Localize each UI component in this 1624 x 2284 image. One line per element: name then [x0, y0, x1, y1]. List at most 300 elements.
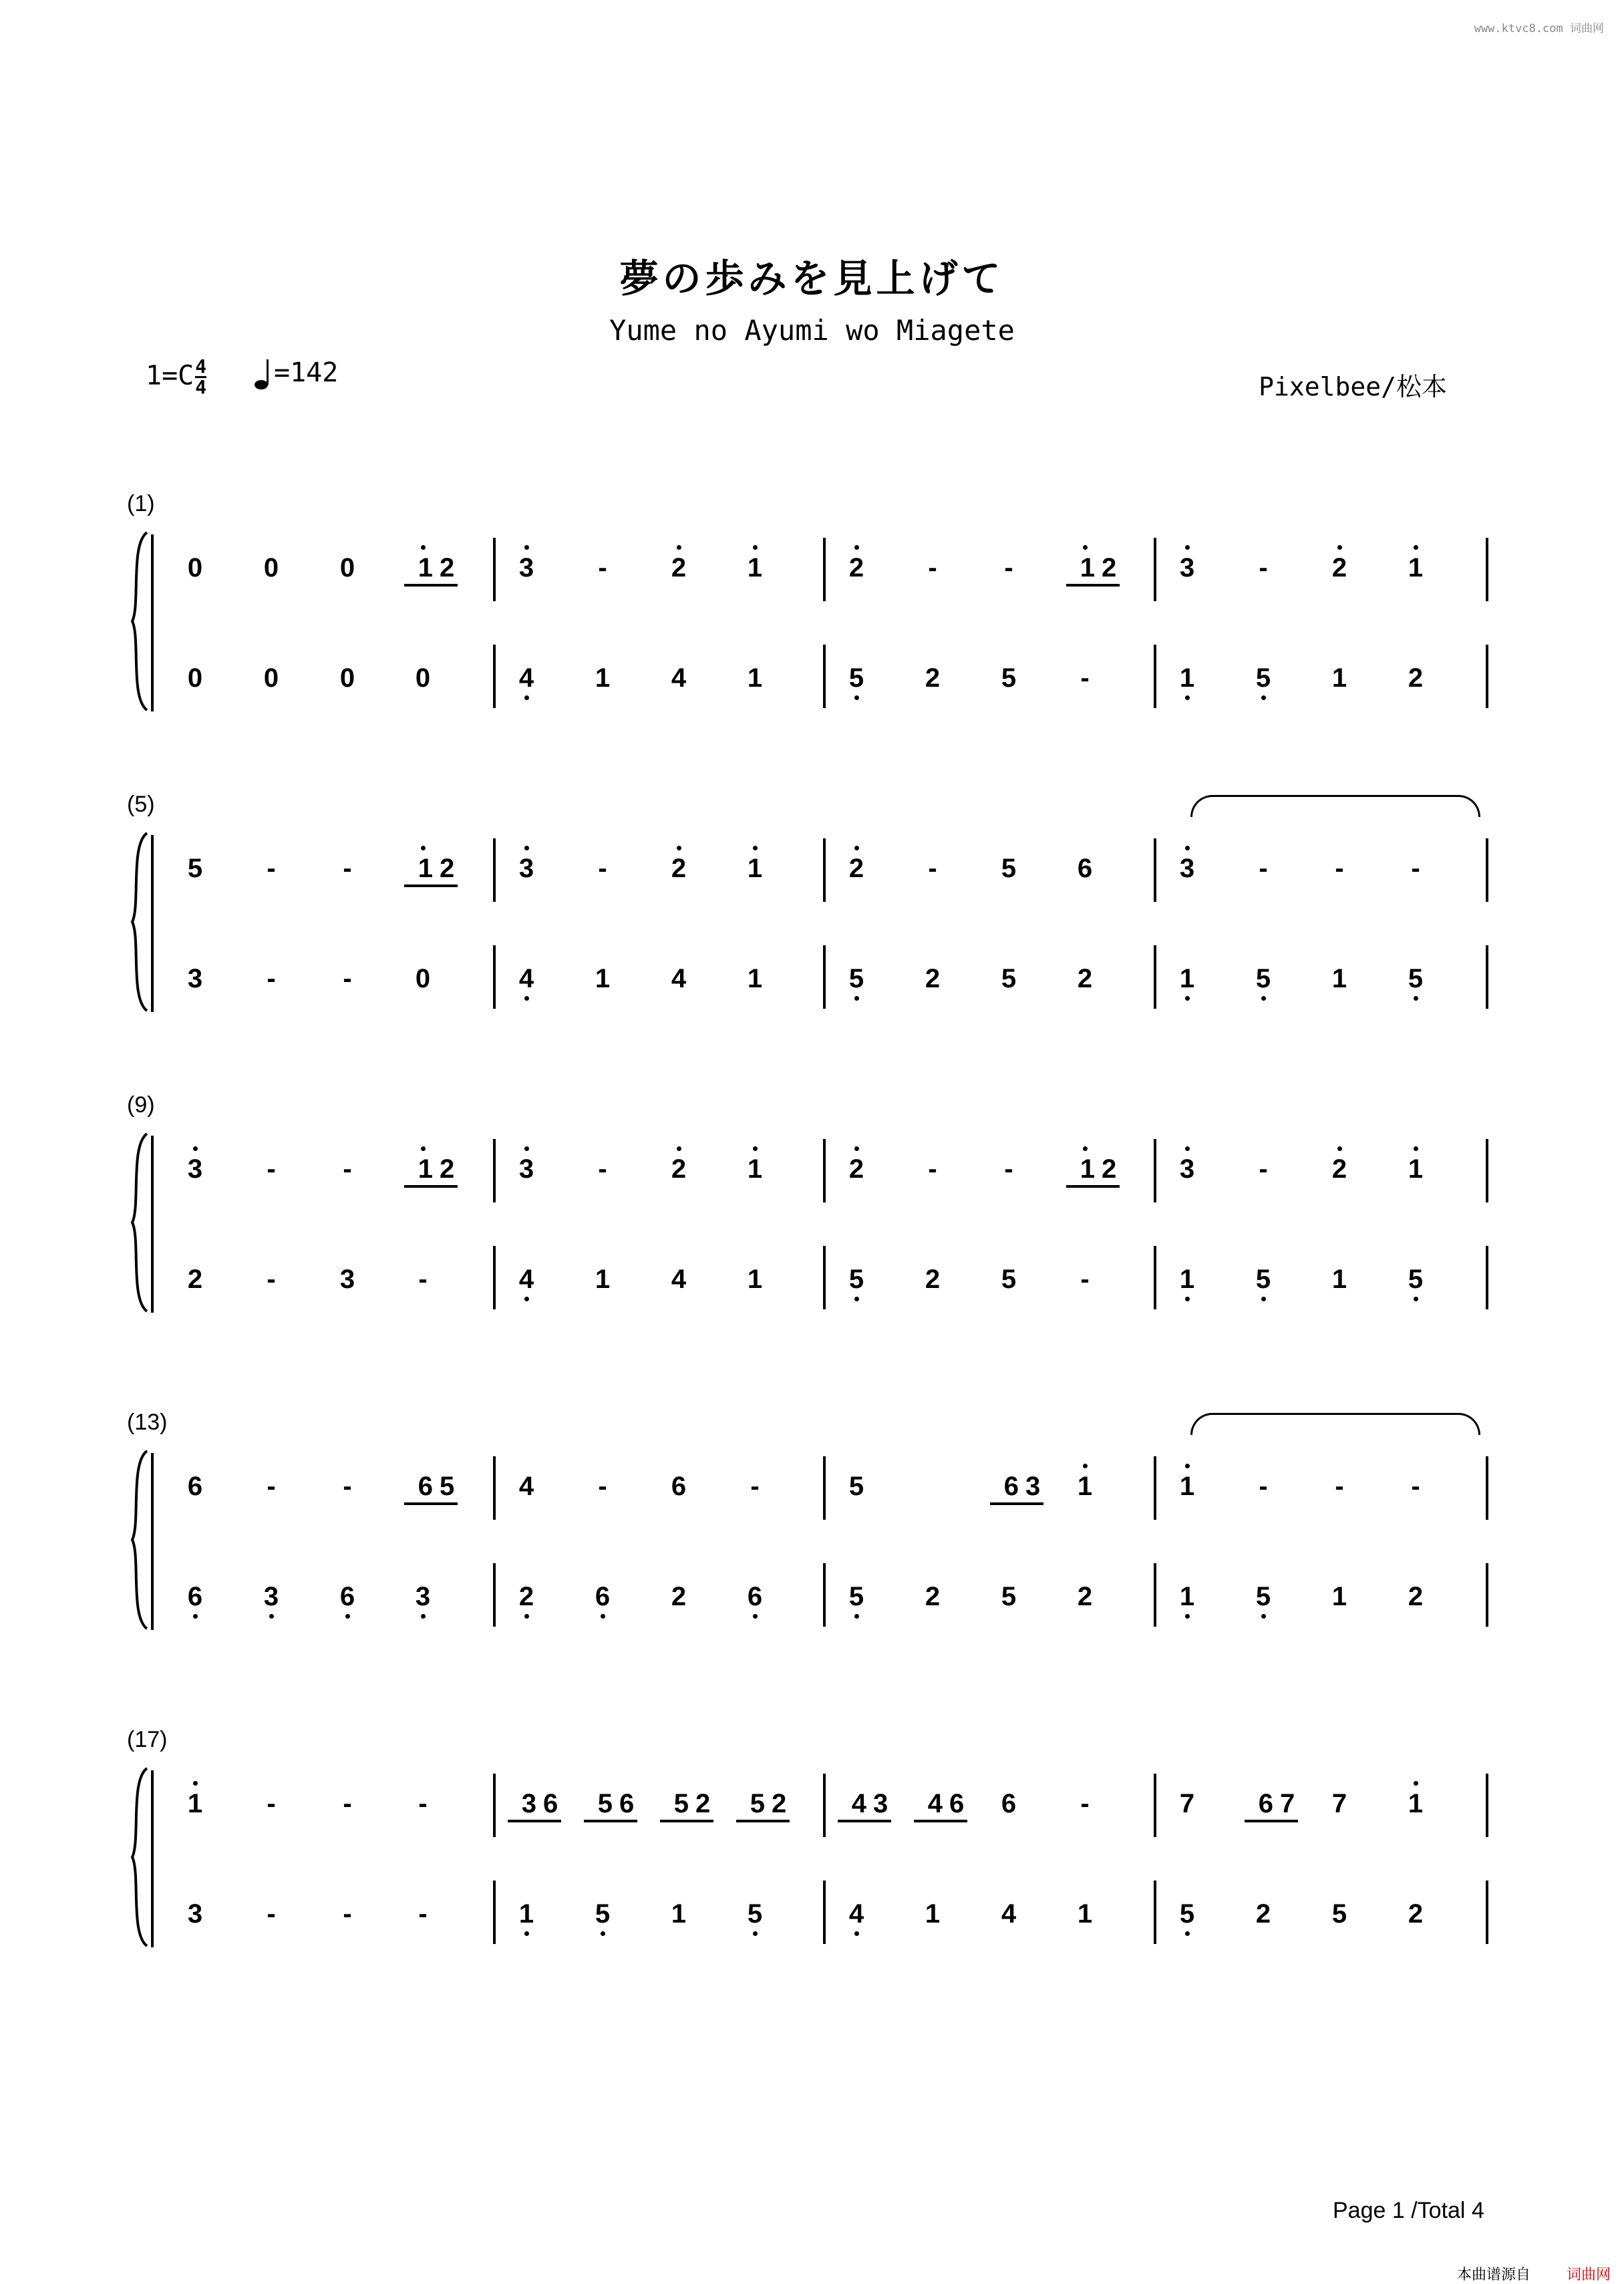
melody-note: 5 [848, 1472, 864, 1501]
barline [1486, 1563, 1488, 1627]
music-system [0, 1092, 1624, 1323]
melody-note: - [1411, 854, 1420, 883]
eighth-underline [1066, 1185, 1120, 1188]
melody-note: 3 [1179, 1154, 1195, 1184]
bass-note: 5 [848, 1265, 864, 1294]
key-signature [146, 357, 206, 397]
bass-note: 4 [671, 964, 687, 993]
bass-note: 2 [925, 1265, 941, 1294]
melody-note: 12 [418, 553, 462, 583]
bass-note: 0 [187, 663, 203, 693]
melody-note: - [267, 854, 276, 883]
melody-note: - [598, 1472, 607, 1501]
time-signature [195, 357, 206, 397]
bass-note: - [267, 1265, 276, 1294]
bass-note: 4 [848, 1899, 864, 1929]
measure-number: (9) [127, 1092, 155, 1118]
octave-high-dot [677, 846, 681, 850]
octave-low-dot [753, 1614, 758, 1619]
melody-note: 3 [187, 1154, 203, 1184]
melody-note: 52 [673, 1789, 717, 1818]
octave-high-dot [1414, 545, 1418, 550]
melody-note: 2 [671, 1154, 687, 1184]
octave-high-dot [677, 545, 681, 550]
octave-low-dot [1185, 1614, 1190, 1619]
barline [493, 1563, 496, 1627]
octave-high-dot [193, 1146, 198, 1151]
barline [1154, 838, 1156, 902]
barline [1486, 1456, 1488, 1520]
melody-note: - [343, 1154, 352, 1184]
octave-high-dot [1083, 1146, 1088, 1151]
bass-note: 2 [1408, 1899, 1424, 1929]
octave-high-dot [1185, 1464, 1190, 1468]
melody-note: 67 [1258, 1789, 1302, 1818]
melody-note: - [1004, 1154, 1013, 1184]
melody-note: - [1411, 1472, 1420, 1501]
bass-note: 5 [1001, 1265, 1017, 1294]
bass-note: 3 [415, 1582, 431, 1611]
melody-note: 63 [1003, 1472, 1047, 1501]
barline [493, 838, 496, 902]
bass-note: 5 [1255, 663, 1271, 693]
music-system [0, 792, 1624, 1022]
brand-logo: 词曲网 [1566, 2266, 1611, 2283]
bass-note: - [1080, 1265, 1090, 1294]
barline [493, 1246, 496, 1309]
melody-note: - [1259, 1472, 1268, 1501]
melody-note: 2 [1331, 1154, 1347, 1184]
bass-note: 1 [1077, 1899, 1093, 1929]
barline [1154, 1774, 1156, 1837]
octave-high-dot [854, 545, 859, 550]
bass-note: 2 [1408, 1582, 1424, 1611]
bass-note: 1 [1331, 663, 1347, 693]
bass-note: 1 [747, 663, 763, 693]
barline [493, 1456, 496, 1520]
octave-low-dot [1185, 996, 1190, 1001]
melody-note: - [1259, 854, 1268, 883]
bass-note: 3 [187, 1899, 203, 1929]
measure-number: (1) [127, 491, 155, 516]
melody-note: 5 [1001, 854, 1017, 883]
octave-low-dot [524, 1931, 529, 1936]
barline [1154, 538, 1156, 601]
source-label: 本曲谱源自 [1456, 2266, 1530, 2283]
melody-note: 43 [851, 1789, 895, 1818]
bass-note: - [267, 964, 276, 993]
bass-note: 5 [1408, 964, 1424, 993]
composer: Pixelbee/松本 [1259, 372, 1447, 401]
bass-note: 5 [1179, 1899, 1195, 1929]
barline [823, 1246, 826, 1309]
octave-low-dot [1414, 1297, 1418, 1301]
octave-high-dot [524, 1146, 529, 1151]
bass-note: 2 [1077, 964, 1093, 993]
barline [1154, 645, 1156, 708]
bass-note: 4 [671, 663, 687, 693]
melody-note: 6 [671, 1472, 687, 1501]
octave-low-dot [1261, 1297, 1266, 1301]
melody-note: 3 [1179, 854, 1195, 883]
bass-note: 2 [187, 1265, 203, 1294]
melody-note: - [1004, 553, 1013, 583]
octave-high-dot [1185, 545, 1190, 550]
brace-icon [127, 531, 154, 711]
tempo-mark [254, 357, 338, 390]
octave-high-dot [753, 1146, 758, 1151]
octave-low-dot [524, 695, 529, 700]
barline [823, 1456, 826, 1520]
octave-low-dot [421, 1614, 426, 1619]
bass-note: 0 [415, 663, 431, 693]
octave-high-dot [1185, 1146, 1190, 1151]
octave-low-dot [601, 1931, 605, 1936]
eighth-underline [1066, 584, 1120, 587]
bass-note: 1 [595, 964, 611, 993]
melody-note: 12 [418, 854, 462, 883]
bass-note: 1 [518, 1899, 534, 1929]
octave-low-dot [1414, 996, 1418, 1001]
eighth-underline [838, 1820, 891, 1822]
bass-note: 6 [595, 1582, 611, 1611]
bass-note: 1 [1331, 964, 1347, 993]
melody-note: 6 [1001, 1789, 1017, 1818]
bass-note: 4 [518, 663, 534, 693]
bass-note: 5 [1255, 964, 1271, 993]
melody-note: 7 [1179, 1789, 1195, 1818]
melody-note: - [598, 553, 607, 583]
barline [823, 1881, 826, 1944]
system-barline [151, 1770, 154, 1947]
bass-note: 1 [1179, 1582, 1195, 1611]
bass-note: 4 [518, 1265, 534, 1294]
melody-note: - [1335, 854, 1344, 883]
melody-note: - [267, 1472, 276, 1501]
barline [493, 1774, 496, 1837]
octave-high-dot [1185, 846, 1190, 850]
octave-high-dot [1337, 1146, 1342, 1151]
octave-low-dot [854, 1931, 859, 1936]
bass-note: 5 [848, 1582, 864, 1611]
system-barline [151, 534, 154, 711]
melody-note: 4 [518, 1472, 534, 1501]
eighth-underline [404, 1185, 458, 1188]
barline [823, 945, 826, 1009]
bass-note: 4 [518, 964, 534, 993]
system-barline [151, 835, 154, 1012]
bass-note: 0 [263, 663, 279, 693]
octave-low-dot [854, 1297, 859, 1301]
melody-note: 46 [927, 1789, 971, 1818]
melody-note: 0 [187, 553, 203, 583]
melody-note: - [1259, 1154, 1268, 1184]
melody-note: - [343, 1789, 352, 1818]
melody-note: 36 [521, 1789, 565, 1818]
music-system [0, 1727, 1624, 1957]
octave-high-dot [1083, 1464, 1088, 1468]
measure-number: (13) [127, 1410, 168, 1435]
eighth-underline [660, 1820, 713, 1822]
bass-note: 2 [1077, 1582, 1093, 1611]
melody-note: 0 [339, 553, 355, 583]
time-bottom: 4 [195, 376, 207, 398]
melody-note: 12 [418, 1154, 462, 1184]
bass-note: - [1080, 663, 1090, 693]
brace-icon [127, 1767, 154, 1947]
barline [823, 1563, 826, 1627]
octave-high-dot [524, 545, 529, 550]
bass-note: - [418, 1899, 428, 1929]
system-barline [151, 1136, 154, 1313]
melody-note: - [928, 1154, 937, 1184]
bass-note: 1 [1179, 663, 1195, 693]
barline [493, 945, 496, 1009]
octave-high-dot [753, 846, 758, 850]
bass-note: 2 [925, 663, 941, 693]
octave-low-dot [601, 1614, 605, 1619]
octave-low-dot [753, 1931, 758, 1936]
melody-note: - [750, 1472, 760, 1501]
bass-note: 2 [671, 1582, 687, 1611]
octave-high-dot [753, 545, 758, 550]
brace-icon [127, 832, 154, 1012]
melody-note: 1 [747, 553, 763, 583]
barline [823, 538, 826, 601]
tempo-value: =142 [274, 357, 339, 388]
octave-high-dot [1337, 545, 1342, 550]
brace-icon [127, 1132, 154, 1313]
octave-high-dot [1083, 545, 1088, 550]
eighth-underline [1245, 1820, 1298, 1822]
octave-low-dot [524, 996, 529, 1001]
melody-note: 5 [187, 854, 203, 883]
bass-note: 5 [848, 663, 864, 693]
octave-high-dot [421, 846, 426, 850]
bass-note: - [267, 1899, 276, 1929]
watermark-url: www.ktvc8.com 词曲网 [1474, 22, 1604, 35]
octave-low-dot [1261, 1614, 1266, 1619]
music-system [0, 1410, 1624, 1640]
key-label: 1=C [146, 360, 194, 391]
barline [1486, 1246, 1488, 1309]
bass-note: 5 [1408, 1265, 1424, 1294]
bass-note: 0 [415, 964, 431, 993]
bass-note: 1 [925, 1899, 941, 1929]
melody-note: 1 [1077, 1472, 1093, 1501]
octave-low-dot [854, 996, 859, 1001]
octave-low-dot [193, 1614, 198, 1619]
melody-note: - [598, 1154, 607, 1184]
octave-high-dot [677, 1146, 681, 1151]
eighth-underline [404, 884, 458, 887]
bass-note: 4 [1001, 1899, 1017, 1929]
melody-note: - [928, 553, 937, 583]
melody-note: - [343, 1472, 352, 1501]
melody-note: 3 [518, 1154, 534, 1184]
bass-note: 1 [671, 1899, 687, 1929]
barline [1486, 538, 1488, 601]
bass-note: 1 [1179, 964, 1195, 993]
octave-high-dot [524, 846, 529, 850]
melody-note: 1 [1179, 1472, 1195, 1501]
melody-note: 3 [1179, 553, 1195, 583]
barline [1154, 1563, 1156, 1627]
bass-note: 5 [1001, 964, 1017, 993]
melody-note: 2 [1331, 553, 1347, 583]
bass-note: 6 [747, 1582, 763, 1611]
barline [1154, 1139, 1156, 1202]
eighth-underline [736, 1820, 790, 1822]
octave-high-dot [193, 1781, 198, 1786]
barline [823, 1139, 826, 1202]
bass-note: 5 [1331, 1899, 1347, 1929]
bass-note: 1 [1331, 1582, 1347, 1611]
melody-note: 1 [1408, 553, 1424, 583]
barline [493, 538, 496, 601]
barline [823, 1774, 826, 1837]
octave-low-dot [1185, 695, 1190, 700]
eighth-underline [914, 1820, 967, 1822]
tie-slur [1190, 795, 1480, 817]
melody-note: - [267, 1789, 276, 1818]
bass-note: 6 [339, 1582, 355, 1611]
eighth-underline [990, 1502, 1043, 1505]
bass-note: 1 [747, 1265, 763, 1294]
octave-low-dot [854, 1614, 859, 1619]
bass-note: 2 [925, 964, 941, 993]
octave-low-dot [854, 695, 859, 700]
barline [823, 645, 826, 708]
octave-low-dot [345, 1614, 350, 1619]
bass-note: - [418, 1265, 428, 1294]
barline [1486, 1139, 1488, 1202]
barline [1486, 945, 1488, 1009]
melody-note: - [343, 854, 352, 883]
quarter-note-icon [254, 358, 274, 390]
octave-low-dot [524, 1297, 529, 1301]
melody-note: 12 [1080, 553, 1124, 583]
barline [493, 1881, 496, 1944]
bass-note: 5 [747, 1899, 763, 1929]
barline [1154, 1246, 1156, 1309]
bass-note: 2 [1255, 1899, 1271, 1929]
page-number: Page 1 /Total 4 [1333, 2198, 1484, 2223]
melody-note: 6 [1077, 854, 1093, 883]
music-system [0, 491, 1624, 721]
bass-note: 5 [848, 964, 864, 993]
melody-note: 2 [848, 1154, 864, 1184]
barline [1154, 945, 1156, 1009]
octave-low-dot [269, 1614, 274, 1619]
octave-low-dot [524, 1614, 529, 1619]
melody-note: 1 [1408, 1789, 1424, 1818]
bass-note: 1 [595, 1265, 611, 1294]
bass-note: 4 [671, 1265, 687, 1294]
octave-low-dot [1261, 695, 1266, 700]
brace-icon [127, 1450, 154, 1630]
melody-note: 1 [747, 1154, 763, 1184]
barline [823, 838, 826, 902]
bass-note: 3 [187, 964, 203, 993]
measure-number: (17) [127, 1727, 168, 1752]
octave-high-dot [854, 846, 859, 850]
melody-note: 3 [518, 854, 534, 883]
bass-note: 2 [518, 1582, 534, 1611]
melody-note: 2 [671, 553, 687, 583]
melody-note: 1 [187, 1789, 203, 1818]
bass-note: 5 [1255, 1265, 1271, 1294]
bass-note: 1 [1331, 1265, 1347, 1294]
octave-high-dot [1414, 1146, 1418, 1151]
bass-note: 1 [595, 663, 611, 693]
bass-note: - [343, 1899, 352, 1929]
melody-note: - [1259, 553, 1268, 583]
melody-note: - [1080, 1789, 1090, 1818]
bass-note: 5 [1001, 663, 1017, 693]
eighth-underline [508, 1820, 561, 1822]
melody-note: 2 [848, 854, 864, 883]
eighth-underline [404, 1502, 458, 1505]
time-top: 4 [195, 355, 207, 377]
melody-note: 2 [848, 553, 864, 583]
bass-note: 1 [747, 964, 763, 993]
eighth-underline [584, 1820, 637, 1822]
melody-note: - [598, 854, 607, 883]
octave-high-dot [854, 1146, 859, 1151]
bass-note: 6 [187, 1582, 203, 1611]
eighth-underline [404, 584, 458, 587]
octave-low-dot [1185, 1297, 1190, 1301]
bass-note: 5 [1001, 1582, 1017, 1611]
bass-note: - [343, 964, 352, 993]
bass-note: 2 [1408, 663, 1424, 693]
barline [493, 645, 496, 708]
measure-number: (5) [127, 792, 155, 817]
melody-note: 52 [750, 1789, 794, 1818]
bass-note: 5 [595, 1899, 611, 1929]
bass-note: 3 [263, 1582, 279, 1611]
song-subtitle: Yume no Ayumi wo Miagete [609, 314, 1015, 347]
melody-note: - [267, 1154, 276, 1184]
octave-high-dot [421, 1146, 426, 1151]
barline [1486, 1881, 1488, 1944]
barline [1486, 1774, 1488, 1837]
bass-note: 0 [339, 663, 355, 693]
barline [493, 1139, 496, 1202]
octave-low-dot [1261, 996, 1266, 1001]
melody-note: 7 [1331, 1789, 1347, 1818]
melody-note: - [418, 1789, 428, 1818]
bass-note: 5 [1255, 1582, 1271, 1611]
barline [1486, 645, 1488, 708]
barline [1486, 838, 1488, 902]
melody-note: 6 [187, 1472, 203, 1501]
bass-note: 1 [1179, 1265, 1195, 1294]
melody-note: 0 [263, 553, 279, 583]
octave-high-dot [421, 545, 426, 550]
barline [1154, 1456, 1156, 1520]
octave-high-dot [1414, 1781, 1418, 1786]
barline [1154, 1881, 1156, 1944]
octave-low-dot [1185, 1931, 1190, 1936]
melody-note: 1 [1408, 1154, 1424, 1184]
melody-note: - [1335, 1472, 1344, 1501]
melody-note: 3 [518, 553, 534, 583]
melody-note: - [928, 854, 937, 883]
melody-note: 65 [418, 1472, 462, 1501]
song-title: 夢の歩みを見上げて [619, 256, 1005, 301]
